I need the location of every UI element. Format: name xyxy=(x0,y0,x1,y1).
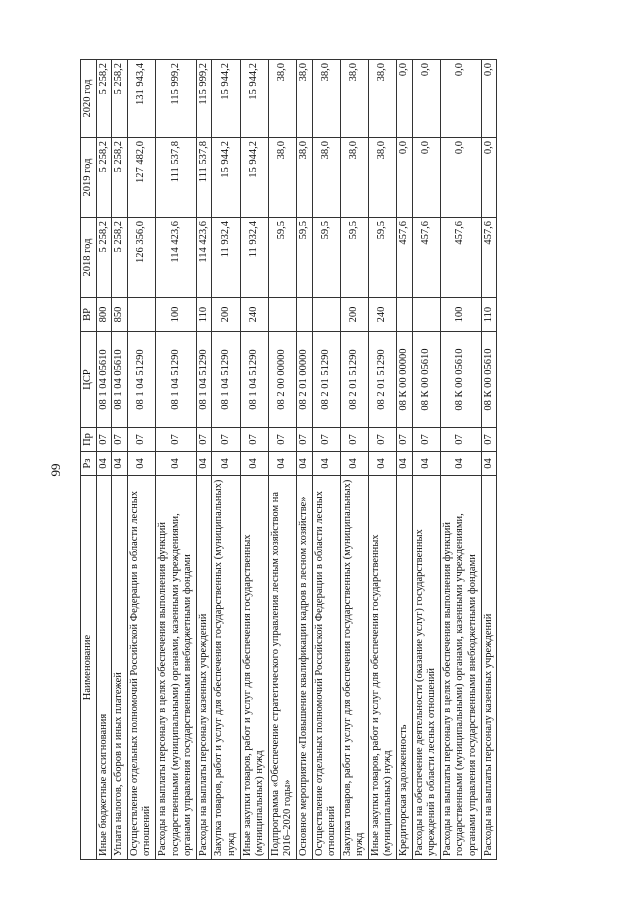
cell-vr: 110 xyxy=(481,298,497,332)
cell-csr: 08 1 04 05610 xyxy=(96,332,112,428)
table-row xyxy=(440,60,481,860)
cell-2019: 15 944,2 xyxy=(212,138,240,218)
cell-2019: 38,0 xyxy=(312,138,340,218)
table-header-row xyxy=(81,60,97,860)
cell-2020: 38,0 xyxy=(312,60,340,138)
cell-2018: 114 423,6 xyxy=(155,218,196,298)
cell-rz: 04 xyxy=(412,452,440,476)
cell-2019: 38,0 xyxy=(296,138,312,218)
cell-2018: 59,5 xyxy=(368,218,396,298)
cell-rz: 04 xyxy=(268,452,296,476)
cell-rz: 04 xyxy=(96,452,112,476)
cell-pr: 07 xyxy=(481,428,497,452)
cell-2018: 5 258,2 xyxy=(96,218,112,298)
header-2020: 2020 год xyxy=(81,60,97,138)
table-row xyxy=(481,60,497,860)
cell-pr: 07 xyxy=(340,428,368,452)
cell-2020: 38,0 xyxy=(268,60,296,138)
table-row xyxy=(397,60,413,860)
cell-vr: 100 xyxy=(440,298,481,332)
table-row xyxy=(112,60,128,860)
cell-rz: 04 xyxy=(212,452,240,476)
cell-name: Осуществление отдельных полномочий Российской Федерации в области лесных отношений xyxy=(127,476,155,860)
cell-2018: 457,6 xyxy=(440,218,481,298)
cell-vr: 200 xyxy=(212,298,240,332)
cell-pr: 07 xyxy=(312,428,340,452)
table-row xyxy=(155,60,196,860)
cell-csr: 08 2 01 00000 xyxy=(296,332,312,428)
cell-name: Расходы на обеспечение деятельности (оказание услуг) государственных учреждений в области лесных отношений xyxy=(412,476,440,860)
cell-csr: 08 2 01 51290 xyxy=(340,332,368,428)
cell-csr: 08 1 04 51290 xyxy=(127,332,155,428)
cell-2018: 59,5 xyxy=(312,218,340,298)
cell-2018: 11 932,4 xyxy=(240,218,268,298)
cell-name: Осуществление отдельных полномочий Российской Федерации в области лесных отношений xyxy=(312,476,340,860)
cell-pr: 07 xyxy=(155,428,196,452)
cell-vr xyxy=(312,298,340,332)
cell-2020: 15 944,2 xyxy=(212,60,240,138)
page-number: 99 xyxy=(48,463,63,477)
cell-vr: 200 xyxy=(340,298,368,332)
table-row xyxy=(127,60,155,860)
cell-2020: 38,0 xyxy=(368,60,396,138)
cell-csr: 08 1 04 51290 xyxy=(155,332,196,428)
cell-2020: 131 943,4 xyxy=(127,60,155,138)
cell-name: Кредиторская задолженность xyxy=(397,476,413,860)
cell-pr: 07 xyxy=(127,428,155,452)
cell-pr: 07 xyxy=(212,428,240,452)
cell-name: Закупка товаров, работ и услуг для обеспечения государственных (муниципальных) нужд xyxy=(340,476,368,860)
cell-2019: 5 258,2 xyxy=(112,138,128,218)
table-row xyxy=(212,60,240,860)
cell-2019: 0,0 xyxy=(412,138,440,218)
cell-vr: 110 xyxy=(196,298,212,332)
cell-rz: 04 xyxy=(312,452,340,476)
cell-2018: 457,6 xyxy=(481,218,497,298)
cell-rz: 04 xyxy=(340,452,368,476)
cell-pr: 07 xyxy=(397,428,413,452)
cell-rz: 04 xyxy=(240,452,268,476)
cell-pr: 07 xyxy=(268,428,296,452)
cell-2018: 457,6 xyxy=(397,218,413,298)
cell-name: Подпрограмма «Обеспечение стратегического управления лесным хозяйством на 2016–2020 годы» xyxy=(268,476,296,860)
cell-vr: 100 xyxy=(155,298,196,332)
cell-2019: 111 537,8 xyxy=(196,138,212,218)
header-name: Наименование xyxy=(81,476,97,860)
table-row xyxy=(240,60,268,860)
cell-2019: 0,0 xyxy=(481,138,497,218)
cell-vr xyxy=(268,298,296,332)
cell-2018: 59,5 xyxy=(340,218,368,298)
cell-2020: 38,0 xyxy=(340,60,368,138)
cell-rz: 04 xyxy=(127,452,155,476)
cell-vr: 800 xyxy=(96,298,112,332)
cell-name: Основное мероприятие «Повышение квалификации кадров в лесном хозяйстве» xyxy=(296,476,312,860)
cell-2019: 111 537,8 xyxy=(155,138,196,218)
budget-table-wrapper xyxy=(80,60,497,860)
cell-vr xyxy=(296,298,312,332)
cell-csr: 08 1 04 51290 xyxy=(212,332,240,428)
cell-2020: 0,0 xyxy=(412,60,440,138)
table-row xyxy=(368,60,396,860)
cell-name: Расходы на выплаты персоналу казенных учреждений xyxy=(196,476,212,860)
cell-vr: 850 xyxy=(112,298,128,332)
cell-2020: 5 258,2 xyxy=(96,60,112,138)
header-2018: 2018 год xyxy=(81,218,97,298)
cell-pr: 07 xyxy=(440,428,481,452)
cell-name: Иные бюджетные ассигнования xyxy=(96,476,112,860)
header-vr: ВР xyxy=(81,298,97,332)
header-pr: Пр xyxy=(81,428,97,452)
table-body xyxy=(96,60,497,860)
cell-2020: 0,0 xyxy=(440,60,481,138)
cell-2020: 38,0 xyxy=(296,60,312,138)
cell-2018: 126 356,0 xyxy=(127,218,155,298)
header-rz: Рз xyxy=(81,452,97,476)
cell-pr: 07 xyxy=(296,428,312,452)
cell-2018: 114 423,6 xyxy=(196,218,212,298)
cell-rz: 04 xyxy=(296,452,312,476)
header-csr: ЦСР xyxy=(81,332,97,428)
cell-2020: 115 999,2 xyxy=(155,60,196,138)
table-row xyxy=(312,60,340,860)
cell-csr: 08 1 04 05610 xyxy=(112,332,128,428)
cell-rz: 04 xyxy=(440,452,481,476)
cell-2018: 59,5 xyxy=(296,218,312,298)
cell-pr: 07 xyxy=(240,428,268,452)
cell-name: Расходы на выплаты персоналу казенных учреждений xyxy=(481,476,497,860)
cell-pr: 07 xyxy=(112,428,128,452)
cell-csr: 08 1 04 51290 xyxy=(240,332,268,428)
cell-vr: 240 xyxy=(240,298,268,332)
header-2019: 2019 год xyxy=(81,138,97,218)
cell-2019: 38,0 xyxy=(340,138,368,218)
cell-vr xyxy=(127,298,155,332)
cell-2019: 127 482,0 xyxy=(127,138,155,218)
cell-pr: 07 xyxy=(368,428,396,452)
table-row xyxy=(268,60,296,860)
cell-2019: 38,0 xyxy=(368,138,396,218)
cell-pr: 07 xyxy=(196,428,212,452)
cell-2020: 15 944,2 xyxy=(240,60,268,138)
cell-csr: 08 К 00 05610 xyxy=(481,332,497,428)
cell-name: Расходы на выплаты персоналу в целях обеспечения выполнения функций государственными (муниципальными) органами, казенными учреждениями, органами управления государственными внебюджетными фондами xyxy=(155,476,196,860)
budget-table xyxy=(80,59,497,860)
cell-2019: 5 258,2 xyxy=(96,138,112,218)
cell-rz: 04 xyxy=(368,452,396,476)
cell-csr: 08 2 00 00000 xyxy=(268,332,296,428)
cell-2019: 0,0 xyxy=(440,138,481,218)
cell-2018: 457,6 xyxy=(412,218,440,298)
cell-csr: 08 К 00 00000 xyxy=(397,332,413,428)
cell-vr xyxy=(397,298,413,332)
cell-name: Иные закупки товаров, работ и услуг для обеспечения государственных (муниципальных) нужд xyxy=(368,476,396,860)
cell-pr: 07 xyxy=(96,428,112,452)
cell-rz: 04 xyxy=(155,452,196,476)
table-row xyxy=(96,60,112,860)
cell-csr: 08 1 04 51290 xyxy=(196,332,212,428)
cell-2019: 15 944,2 xyxy=(240,138,268,218)
cell-2018: 59,5 xyxy=(268,218,296,298)
cell-name: Уплата налогов, сборов и иных платежей xyxy=(112,476,128,860)
table-row xyxy=(196,60,212,860)
cell-rz: 04 xyxy=(196,452,212,476)
table-row xyxy=(340,60,368,860)
cell-name: Расходы на выплаты персоналу в целях обеспечения выполнения функций государственными (муниципальными) органами, казенными учреждениями, органами управления государственными внебюджетными фондами xyxy=(440,476,481,860)
table-row xyxy=(296,60,312,860)
cell-name: Закупка товаров, работ и услуг для обеспечения государственных (муниципальных) нужд xyxy=(212,476,240,860)
cell-csr: 08 2 01 51290 xyxy=(368,332,396,428)
cell-csr: 08 К 00 05610 xyxy=(440,332,481,428)
cell-2020: 115 999,2 xyxy=(196,60,212,138)
cell-2019: 0,0 xyxy=(397,138,413,218)
cell-rz: 04 xyxy=(112,452,128,476)
cell-name: Иные закупки товаров, работ и услуг для обеспечения государственных (муниципальных) нужд xyxy=(240,476,268,860)
table-row xyxy=(412,60,440,860)
cell-2020: 0,0 xyxy=(481,60,497,138)
cell-pr: 07 xyxy=(412,428,440,452)
cell-2019: 38,0 xyxy=(268,138,296,218)
cell-2020: 0,0 xyxy=(397,60,413,138)
cell-csr: 08 2 01 51290 xyxy=(312,332,340,428)
cell-vr: 240 xyxy=(368,298,396,332)
cell-csr: 08 К 00 05610 xyxy=(412,332,440,428)
cell-rz: 04 xyxy=(397,452,413,476)
cell-2018: 5 258,2 xyxy=(112,218,128,298)
cell-rz: 04 xyxy=(481,452,497,476)
cell-vr xyxy=(412,298,440,332)
cell-2020: 5 258,2 xyxy=(112,60,128,138)
cell-2018: 11 932,4 xyxy=(212,218,240,298)
